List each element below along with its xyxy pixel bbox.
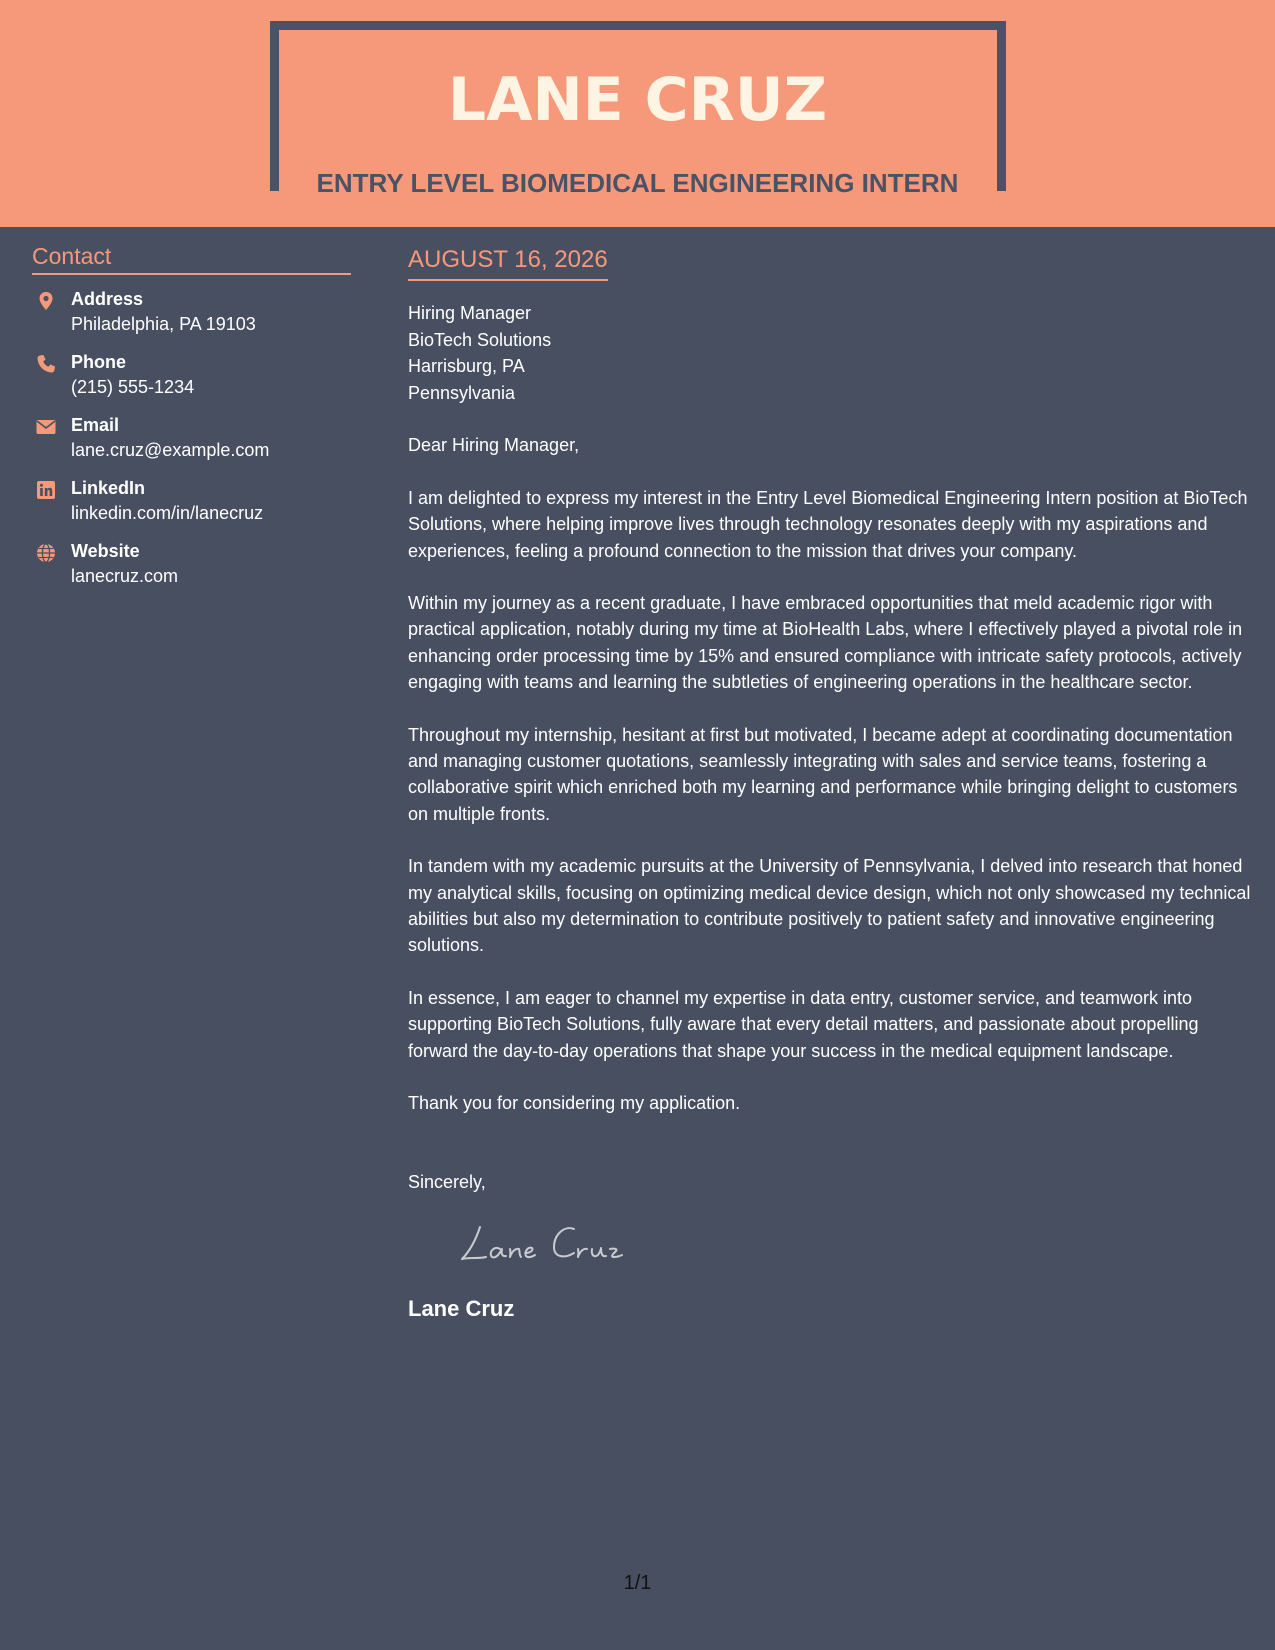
recipient-line: Harrisburg, PA — [408, 356, 525, 377]
phone-icon — [36, 354, 56, 374]
contact-label: Website — [71, 541, 140, 561]
recipient-line: Hiring Manager — [408, 303, 532, 323]
email-value: lane.cruz@example.com — [71, 440, 270, 460]
contact-website — [32, 539, 351, 602]
contact-linkedin — [32, 476, 351, 539]
contact-label: Phone — [71, 352, 127, 372]
page-number: 1/1 — [623, 1572, 652, 1594]
address-value: Philadelphia, PA 19103 — [71, 314, 256, 334]
letter-paragraph: In essence, I am eager to channel my expertise in data entry, customer service, and teamwork into supporting BioTech Solutions, fully aware that every detail matters, and passionate about propelling forward the day-to-day operations that shape your success in the medical equipment landscape. — [408, 987, 1199, 1061]
letter-paragraph: I am delighted to express my interest in the Entry Level Biomedical Engineering Intern position at BioTech Solutions, where helping improve lives through technology resonates deeply with my aspirations and experiences, feeling a profound connection to the mission that drives your company. — [408, 487, 1248, 561]
recipient-block — [408, 300, 1253, 406]
job-title: ENTRY LEVEL BIOMEDICAL ENGINEERING INTERN — [300, 166, 975, 200]
greeting: Dear Hiring Manager, — [408, 435, 580, 456]
letter-paragraph: Within my journey as a recent graduate, I have embraced opportunities that meld academic rigor with practical application, notably during my time at BioHealth Labs, where I effectively played a pivotal role in enhancing order processing time by 15% and ensured compliance with intricate safety protocols, actively engaging with teams and learning the subtleties of engineering operations in the healthcare sector. — [408, 593, 1243, 693]
letter-content — [408, 432, 1253, 1116]
contact-phone — [32, 350, 351, 413]
letter-paragraph: Throughout my internship, hesitant at first but motivated, I became adept at coordinating documentation and managing customer quotations, seamlessly integrating with sales and service teams, fostering a collaborative spirit which enriched both my learning and performance while bringing delight to customers on multiple fronts. — [408, 724, 1238, 824]
contact-label: Email — [71, 415, 120, 435]
header-banner — [0, 0, 1275, 227]
globe-icon — [36, 543, 56, 563]
linkedin-value: linkedin.com/in/lanecruz — [71, 503, 264, 523]
recipient-line: BioTech Solutions — [408, 329, 552, 350]
contact-label: Address — [71, 289, 144, 309]
signer-name: Lane Cruz — [408, 1295, 515, 1321]
handwritten-signature — [456, 1213, 656, 1269]
contact-address — [32, 287, 351, 350]
letter-paragraph: Thank you for considering my application. — [408, 1093, 741, 1114]
phone-value: (215) 555-1234 — [71, 377, 195, 397]
contact-sidebar — [32, 242, 351, 602]
letter-body — [408, 245, 1253, 1324]
map-pin-icon — [36, 291, 56, 311]
contact-list — [32, 287, 351, 602]
contact-label: LinkedIn — [71, 478, 146, 498]
contact-heading: Contact — [32, 242, 351, 275]
closing: Sincerely, — [408, 1171, 486, 1192]
website-value: lanecruz.com — [71, 566, 179, 586]
applicant-name: LANE CRUZ — [447, 65, 828, 135]
letter-date: AUGUST 16, 2026 — [408, 245, 608, 281]
linkedin-icon — [36, 480, 56, 500]
recipient-line: Pennsylvania — [408, 382, 516, 403]
envelope-icon — [36, 417, 56, 437]
letter-paragraph: In tandem with my academic pursuits at the University of Pennsylvania, I delved into research that honed my analytical skills, focusing on optimizing medical device design, which not only showcased my technical abilities but also my determination to contribute positively to patient safety and innovative engineering solutions. — [408, 856, 1251, 956]
contact-email — [32, 413, 351, 476]
